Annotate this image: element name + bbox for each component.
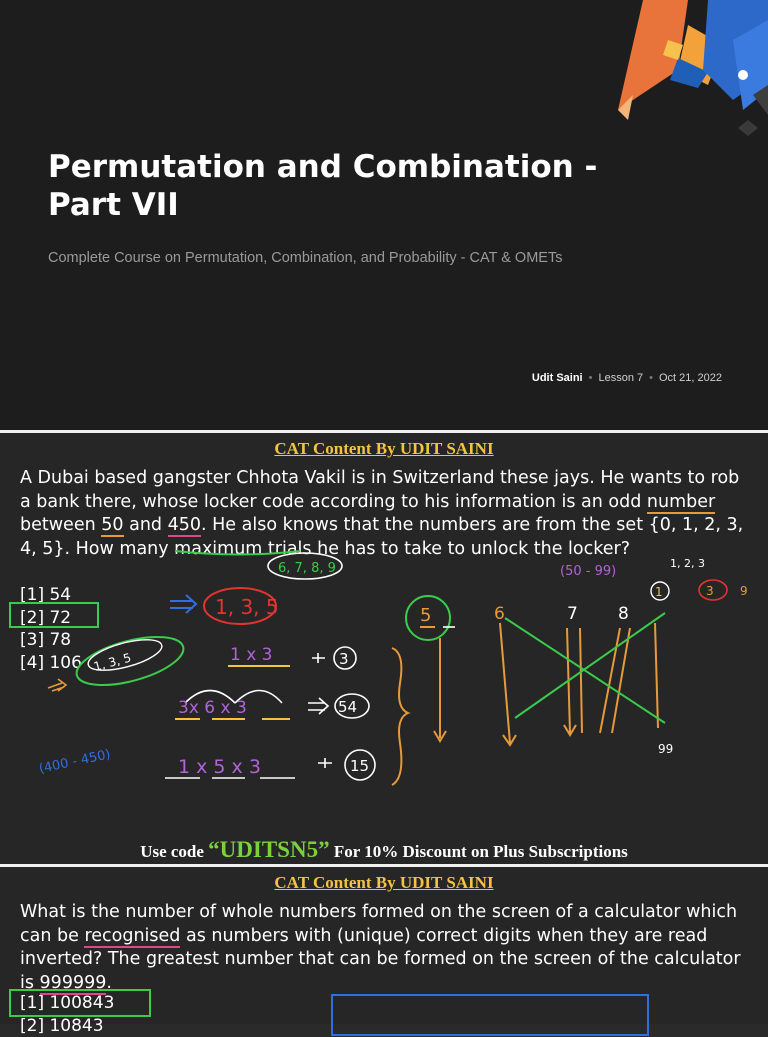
scribble-set: 1, 3, 5 <box>92 650 132 673</box>
result-2: 54 <box>338 698 357 716</box>
cross-lines <box>505 613 665 723</box>
arrow-icon <box>48 679 66 691</box>
question-segment: What is the number of whole numbers formed on the screen of a calculator which can be <box>20 902 737 946</box>
lesson-meta <box>532 372 722 384</box>
question-number-999999: 999999 <box>40 973 107 995</box>
answer-options <box>20 992 114 1037</box>
option-4[interactable]: [4] 106 <box>20 652 82 675</box>
result-circle <box>345 750 375 780</box>
down-arrow-icon <box>500 623 516 745</box>
lesson-title-slide <box>0 0 768 430</box>
digit-5: 5 <box>420 605 431 626</box>
promo-text: For 10% Discount on Plus Subscriptions <box>330 842 628 861</box>
top-note-3: 3 <box>706 584 714 598</box>
question-segment: A Dubai based gangster Chhota Vakil is in Switzerland these jays. He wants to rob a bank there, whose locker code according to his information is an odd <box>20 468 739 512</box>
question-segment: . <box>106 973 112 993</box>
pencil-decoration-icon <box>558 0 768 150</box>
top-note-4: 9 <box>740 584 748 598</box>
lesson-number: Lesson 7 <box>598 372 643 384</box>
range-note: (400 - 450) <box>38 747 112 777</box>
meta-separator: • <box>583 372 599 384</box>
question-text <box>20 901 750 995</box>
result-1: 3 <box>339 650 349 668</box>
arrow-icon <box>312 653 325 663</box>
promo-banner <box>0 837 768 863</box>
digit-8: 8 <box>618 604 629 624</box>
options-ellipse <box>72 627 189 694</box>
top-note-2: 1 <box>655 585 663 599</box>
promo-text: Use code <box>140 842 208 861</box>
odd-digits-set: 1, 3, 5 <box>215 595 279 619</box>
lesson-date: Oct 21, 2022 <box>659 372 722 384</box>
question-segment: between <box>20 515 101 535</box>
question-slide-2 <box>0 867 768 1024</box>
odd-digits-ellipse <box>204 588 276 624</box>
inner-ellipse <box>85 634 165 677</box>
range-note-2: (50 - 99) <box>560 564 616 579</box>
question-text <box>20 467 750 561</box>
option-1[interactable]: [1] 54 <box>20 584 82 607</box>
calc-line-1: 1 x 3 <box>230 645 273 665</box>
question-number-50: 50 <box>101 515 123 537</box>
author-name[interactable]: Udit Saini <box>532 372 583 384</box>
high-digits-set: 6, 7, 8, 9 <box>278 561 336 576</box>
question-underlined-word: number <box>647 492 715 514</box>
answer-options <box>20 584 82 674</box>
arrow-icon <box>170 595 196 613</box>
down-arrow-icon <box>564 628 582 735</box>
result-circle <box>334 647 356 669</box>
question-segment: as numbers with (unique) correct digits when they are read inverted? The greatest number that can be formed on the screen of the calculator is <box>20 926 741 993</box>
option-2[interactable]: [2] 72 <box>20 607 82 630</box>
bracket-icon <box>392 648 408 785</box>
digit-circle <box>406 596 450 640</box>
slide-header: CAT Content By UDIT SAINI <box>0 873 768 893</box>
lesson-title: Permutation and Combination - Part VII <box>48 148 648 224</box>
arrow-icon <box>308 698 328 714</box>
digit-7: 7 <box>567 604 578 624</box>
option-3[interactable]: [3] 78 <box>20 629 82 652</box>
calc-line-3: 1 x 5 x 3 <box>178 756 261 778</box>
result-3: 15 <box>350 757 369 775</box>
digit-99: 99 <box>658 742 673 756</box>
calculator-box <box>332 995 648 1035</box>
down-arrow-icon <box>434 638 446 741</box>
slide-header: CAT Content By UDIT SAINI <box>0 439 768 459</box>
digit-6: 6 <box>494 604 505 624</box>
down-arrow-icon <box>655 623 658 728</box>
option-2[interactable]: [2] 10843 <box>20 1015 114 1037</box>
top-note: 1, 2, 3 <box>670 557 705 570</box>
meta-separator: • <box>643 372 659 384</box>
question-slide-1 <box>0 433 768 864</box>
question-number-450: 450 <box>168 515 201 537</box>
course-subtitle: Complete Course on Permutation, Combination, and Probability - CAT & OMETs <box>48 248 628 268</box>
calc-arcs <box>185 691 282 704</box>
result-circle <box>335 694 369 718</box>
promo-code[interactable]: “UDITSN5” <box>208 837 329 862</box>
option-1[interactable]: [1] 100843 <box>20 992 114 1015</box>
calc-line-2: 3x 6 x 3 <box>178 698 247 718</box>
arrow-icon <box>318 758 332 768</box>
question-segment: . He also knows that the numbers are from the set {0, 1, 2, 3, 4, 5}. How many maximum trials he has to take to unlock the locker? <box>20 515 743 559</box>
question-underlined-word: recognised <box>84 926 180 948</box>
question-segment: and <box>124 515 168 535</box>
down-arrow-icon <box>600 628 630 733</box>
